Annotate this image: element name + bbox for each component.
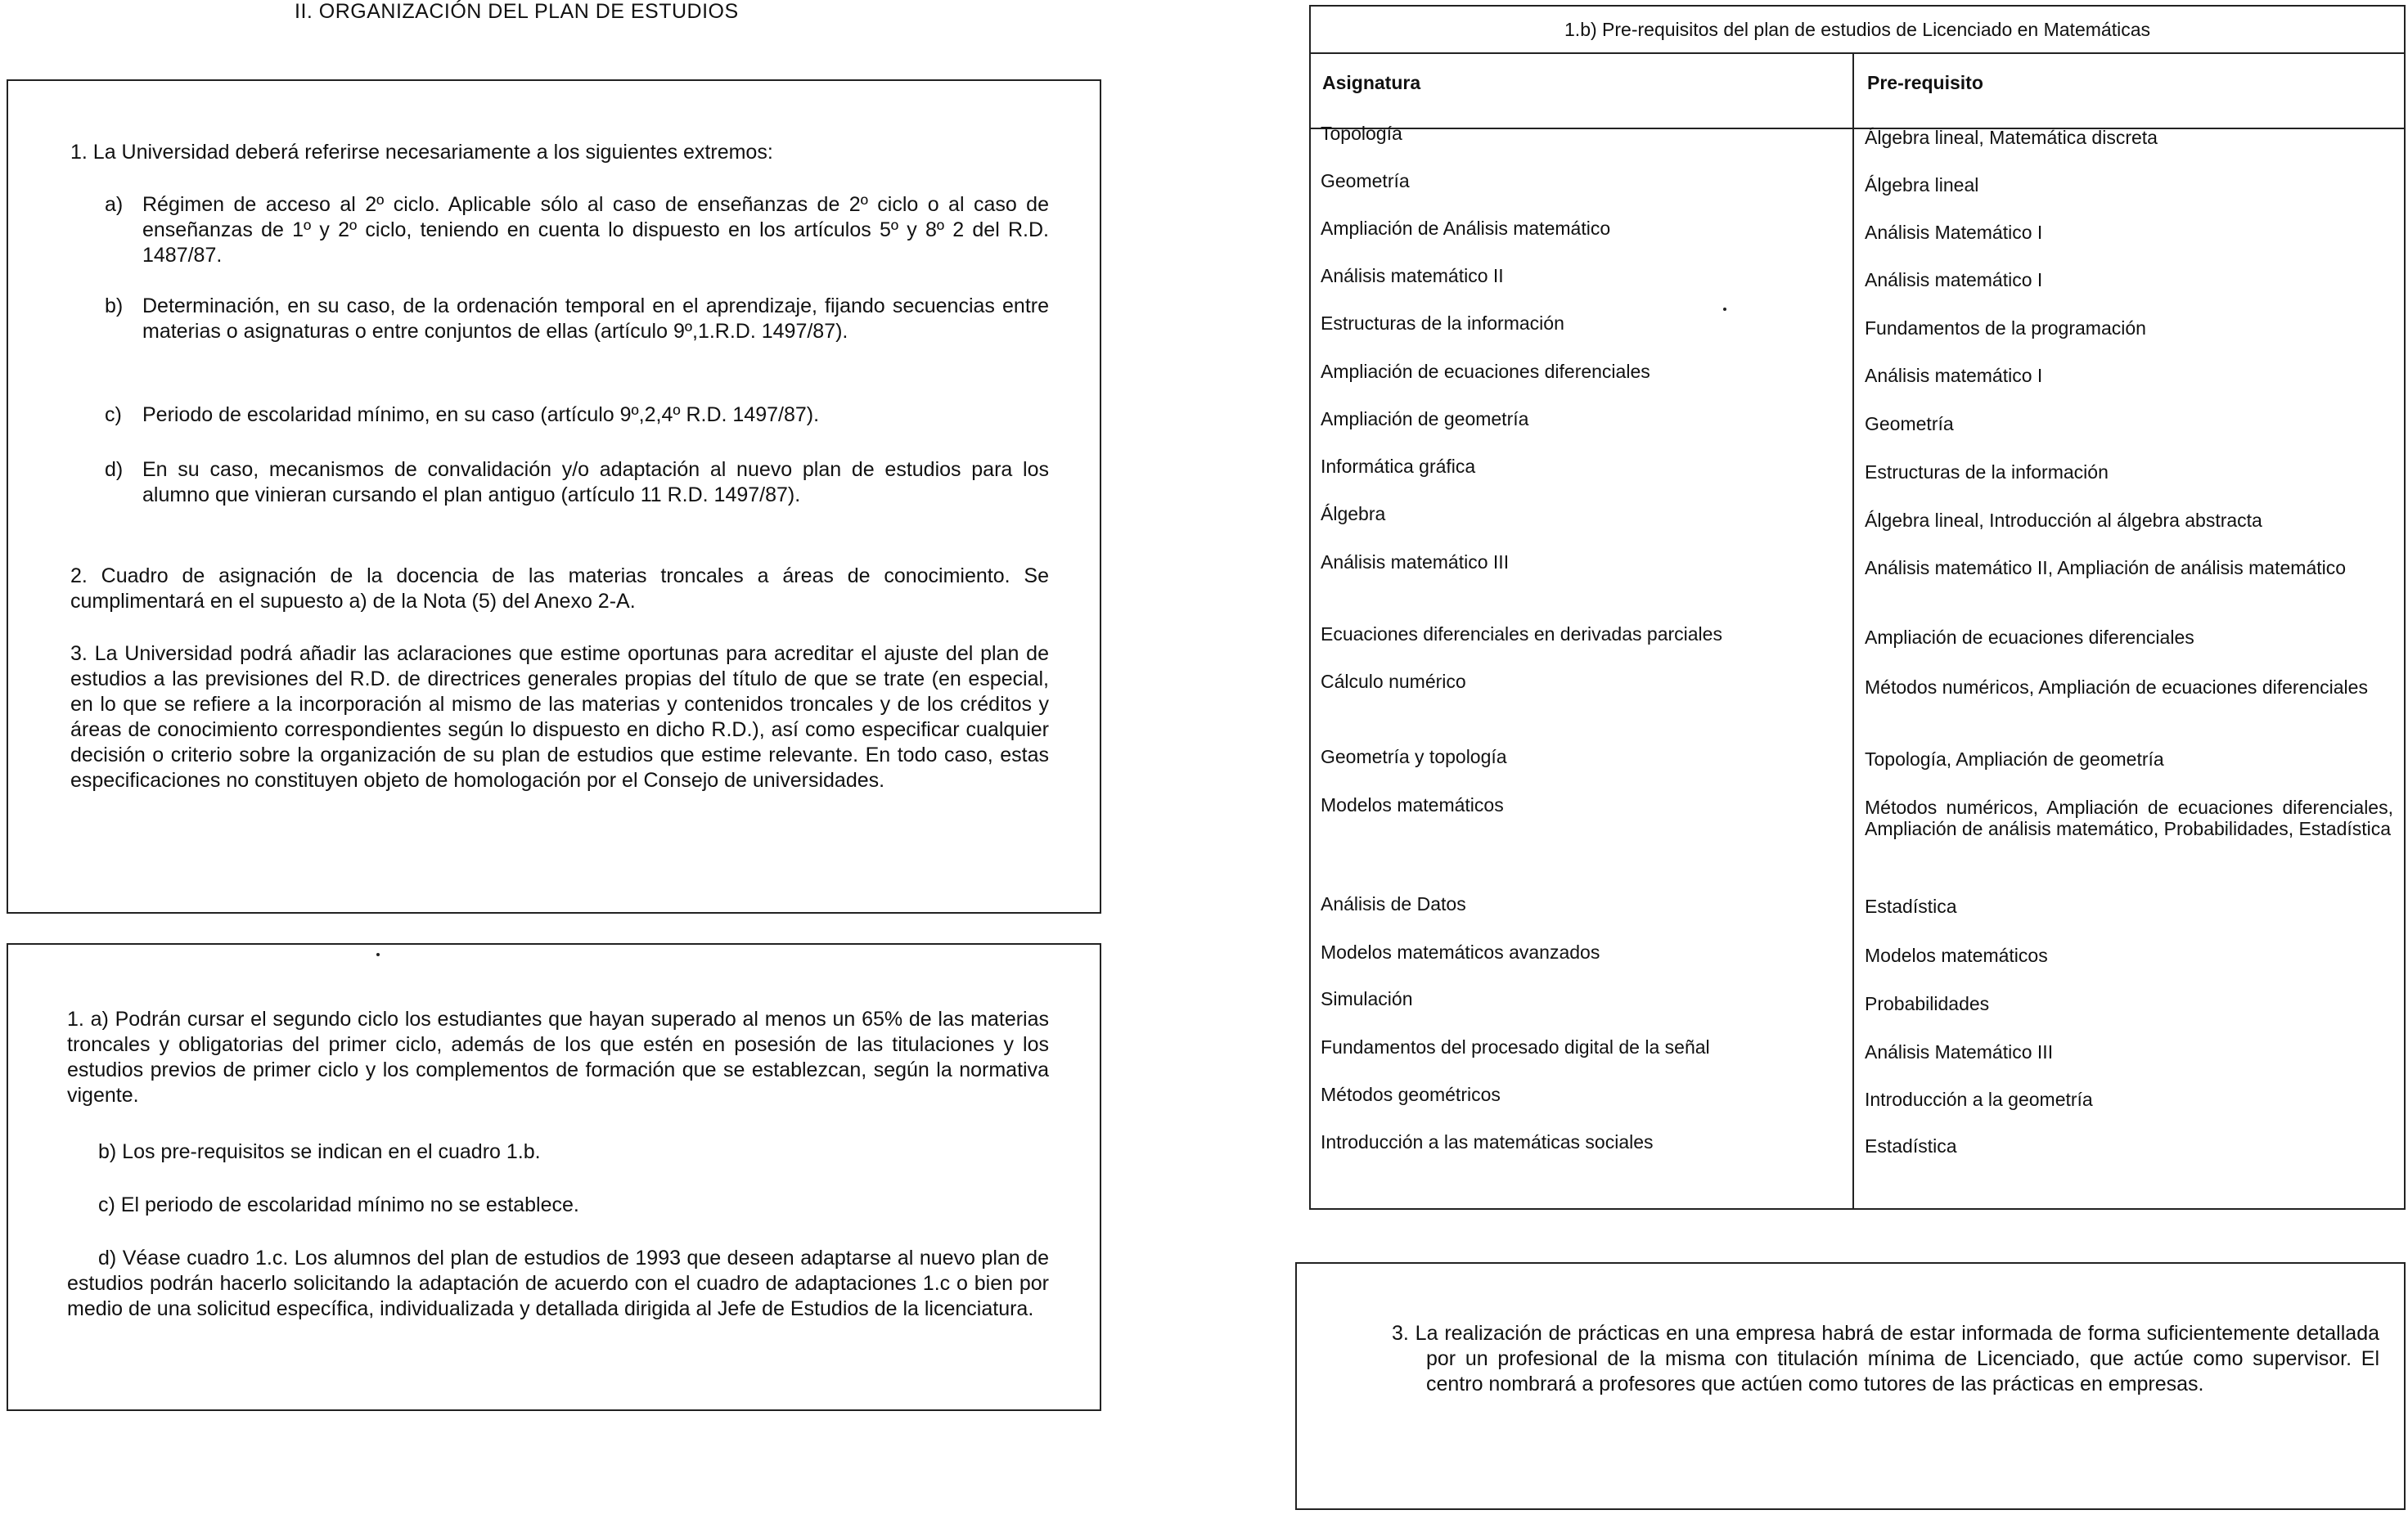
requirement-item — [105, 192, 1049, 268]
internship-note-box — [1295, 1262, 2406, 1510]
table-cell-subject: Análisis de Datos — [1321, 893, 1466, 915]
table-cell-prereq: Fundamentos de la programación — [1865, 317, 2146, 339]
table-cell-prereq: Análisis Matemático I — [1865, 222, 2043, 243]
clarifications-paragraph: 3. La Universidad podrá añadir las aclaraciones que estime oportunas para acreditar el ajuste del plan de estudios a las previsiones del R.D. de directrices generales propias del título de que se trate (en especial, en lo que se refiere a la incorporación al mismo de las materias y contenidos troncales y de los créditos y áreas de conocimiento correspondientes según lo dispuesto en dicho R.D.), así como especificar cualquier decisión o criterio sobre la organización de su plan de estudios que estime relevante. En todo caso, estas especificaciones no constituyen objeto de homologación por el Consejo de universidades. — [70, 642, 1049, 792]
requirement-label: b) — [105, 294, 124, 317]
internship-paragraph: 3. La realización de prácticas en una empresa habrá de estar informada de forma suficientemente detallada por un profesional de la misma con titulación mínima de Licenciado, que actúe como supervisor. El centro nombrará a profesores que actúen como tutores de las prácticas en empresas. — [1392, 1322, 2379, 1395]
requirement-item — [105, 294, 1049, 344]
table-cell-subject: Introducción a las matemáticas sociales — [1321, 1131, 1654, 1153]
table-cell-subject: Análisis matemático III — [1321, 551, 1510, 573]
table-cell-prereq: Estructuras de la información — [1865, 461, 2109, 483]
answer-b: b) Los pre-requisitos se indican en el cuadro 1.b. — [98, 1140, 541, 1163]
table-cell-subject: Geometría y topología — [1321, 746, 1507, 767]
table-cell-prereq: Modelos matemáticos — [1865, 945, 2048, 966]
table-cell-prereq: Análisis Matemático III — [1865, 1041, 2054, 1063]
table-cell-subject: Álgebra — [1321, 503, 1386, 524]
table-cell-prereq: Estadística — [1865, 1135, 1957, 1157]
answer-a: 1. a) Podrán cursar el segundo ciclo los estudiantes que hayan superado al menos un 65% de las materias troncales y obligatorias del primer ciclo, además de los que estén en posesión de las titulaciones y los estudios previos de primer ciclo y los complementos de formación que se establezcan, según la normativa vigente. — [67, 1008, 1049, 1107]
requirement-item — [105, 457, 1049, 508]
table-cell-subject: Fundamentos del procesado digital de la señal — [1321, 1036, 1710, 1058]
requirement-text: Régimen de acceso al 2º ciclo. Aplicable sólo al caso de enseñanzas de 2º ciclo o al caso de enseñanzas de 1º y 2º ciclo, teniendo en cuenta lo dispuesto en los artículos 5º y 8º 2 del R.D. 1487/87. — [142, 193, 1049, 267]
table-cell-prereq: Análisis matemático II, Ampliación de análisis matemático — [1865, 557, 2347, 578]
table-cell-subject: Ampliación de geometría — [1321, 408, 1529, 429]
table-cell-subject: Cálculo numérico — [1321, 671, 1466, 692]
table-cell-prereq: Álgebra lineal — [1865, 174, 1979, 195]
table-cell-subject: Informática gráfica — [1321, 456, 1476, 477]
table-cell-prereq: Álgebra lineal, Matemática discreta — [1865, 127, 2158, 148]
page-title: II. ORGANIZACIÓN DEL PLAN DE ESTUDIOS — [295, 0, 739, 23]
table-cell-prereq: Álgebra lineal, Introducción al álgebra abstracta — [1865, 510, 2262, 531]
table-cell-prereq: Introducción a la geometría — [1865, 1089, 2093, 1110]
answer-d: d) Véase cuadro 1.c. Los alumnos del plan de estudios de 1993 que deseen adaptarse al nuevo plan de estudios podrán hacerlo solicitando la adaptación de acuerdo con el cuadro de adaptaciones 1.c o bien por medio de una solicitud específica, individualizada y detallada dirigida al Jefe de Estudios de la licenciatura. — [67, 1247, 1049, 1320]
requirement-text: Periodo de escolaridad mínimo, en su caso (artículo 9º,2,4º R.D. 1497/87). — [142, 403, 820, 426]
table-cell-subject: Estructuras de la información — [1321, 312, 1564, 334]
table-cell-prereq: Probabilidades — [1865, 993, 1990, 1014]
table-cell-subject: Geometría — [1321, 170, 1410, 191]
table-cell-prereq: Geometría — [1865, 413, 1954, 434]
table-cell-prereq: Análisis matemático I — [1865, 365, 2043, 386]
answers-box — [7, 943, 1101, 1411]
table-cell-subject: Modelos matemáticos avanzados — [1321, 942, 1600, 963]
requirement-text: Determinación, en su caso, de la ordenación temporal en el aprendizaje, fijando secuencias entre materias o asignaturas o entre conjuntos de ellas (artículo 9º,1.R.D. 1497/87). — [142, 294, 1049, 343]
column-divider — [1852, 52, 1854, 1208]
scan-speck — [376, 953, 380, 956]
table-cell-subject: Simulación — [1321, 988, 1413, 1009]
requirement-item — [105, 402, 1049, 428]
table-cell-prereq: Topología, Ampliación de geometría — [1865, 748, 2164, 770]
requirement-label: c) — [105, 403, 122, 426]
table-cell-subject: Ampliación de Análisis matemático — [1321, 218, 1611, 239]
table-cell-prereq: Ampliación de ecuaciones diferenciales — [1865, 627, 2194, 648]
table-caption: 1.b) Pre-requisitos del plan de estudios de Licenciado en Matemáticas — [1311, 7, 2404, 54]
table-cell-subject: Análisis matemático II — [1321, 265, 1504, 286]
column-header-subject: Asignatura — [1322, 72, 1421, 93]
table-cell-prereq: Métodos numéricos, Ampliación de ecuaciones diferenciales, Ampliación de análisis matemático, Probabilidades, Estadística — [1865, 797, 2393, 839]
prerequisites-table — [1309, 5, 2406, 1210]
table-cell-subject: Topología — [1321, 123, 1402, 144]
table-cell-prereq: Análisis matemático I — [1865, 269, 2043, 290]
requirement-label: d) — [105, 458, 124, 481]
teaching-assignment-paragraph: 2. Cuadro de asignación de la docencia de las materias troncales a áreas de conocimiento. Se cumplimentará en el supuesto a) de la Nota (5) del Anexo 2-A. — [70, 564, 1049, 613]
table-cell-subject: Ecuaciones diferenciales en derivadas parciales — [1321, 623, 1722, 645]
table-cell-subject: Modelos matemáticos — [1321, 794, 1504, 816]
requirements-intro: 1. La Universidad deberá referirse necesariamente a los siguientes extremos: — [70, 141, 773, 164]
organization-requirements-box — [7, 79, 1101, 914]
table-cell-prereq: Estadística — [1865, 896, 1957, 917]
answer-c: c) El periodo de escolaridad mínimo no se establece. — [98, 1193, 579, 1216]
table-cell-subject: Métodos geométricos — [1321, 1084, 1501, 1105]
table-cell-prereq: Métodos numéricos, Ampliación de ecuaciones diferenciales — [1865, 676, 2368, 698]
column-header-prerequisite: Pre-requisito — [1867, 72, 1983, 93]
requirement-label: a) — [105, 193, 124, 216]
requirement-text: En su caso, mecanismos de convalidación y/o adaptación al nuevo plan de estudios para los alumno que vinieran cursando el plan antiguo (artículo 11 R.D. 1497/87). — [142, 458, 1049, 506]
scan-speck — [1723, 308, 1726, 311]
table-cell-subject: Ampliación de ecuaciones diferenciales — [1321, 361, 1650, 382]
